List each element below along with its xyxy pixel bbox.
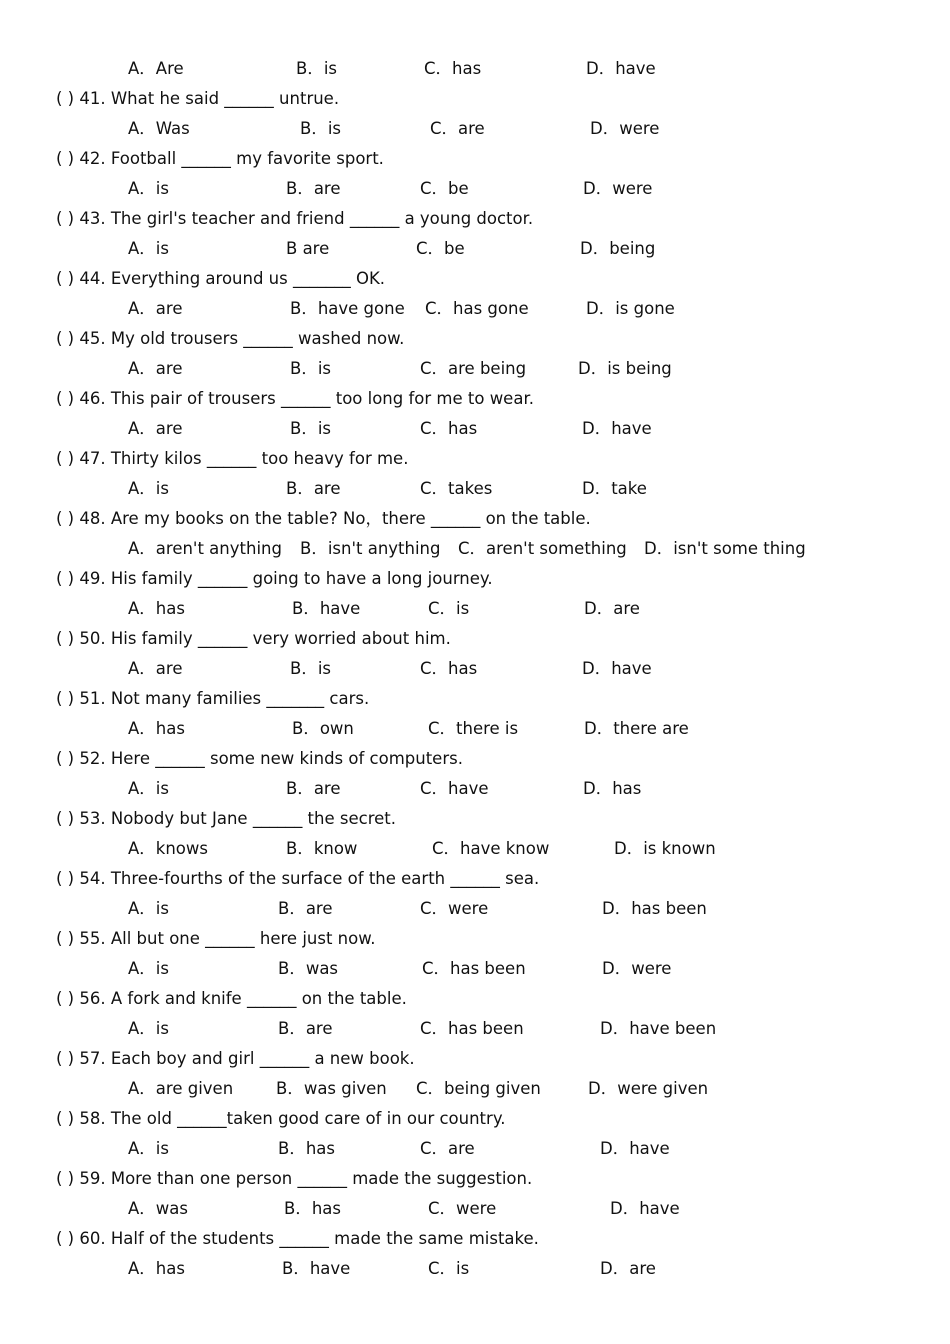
option-b: B．are [286,779,341,798]
option-b: B．have gone [290,299,405,318]
option-a: A．has [128,719,185,738]
question-text: ( ) 57. Each boy and girl ______ a new book. [56,1049,415,1068]
question-text: ( ) 43. The girl's teacher and friend ______ a young doctor. [56,209,534,228]
option-a: A．Are [128,59,184,78]
question-stem [0,864,950,894]
question-text: ( ) 59. More than one person ______ made the suggestion. [56,1169,533,1188]
options-row [0,354,950,384]
option-d: D．has been [602,899,707,918]
option-a: A．is [128,959,169,978]
option-a: A．are [128,299,183,318]
question-stem [0,924,950,954]
question-text: ( ) 55. All but one ______ here just now. [56,929,376,948]
options-row [0,174,950,204]
options-row [0,894,950,924]
option-d: D．has [583,779,642,798]
option-d: D．have [600,1139,670,1158]
option-a: A．are given [128,1079,234,1098]
option-d: D．were [602,959,672,978]
options-row [0,54,950,84]
option-d: D．were [590,119,660,138]
option-d: D．have [582,659,652,678]
option-c: C．has been [420,1019,524,1038]
option-d: D．have [610,1199,680,1218]
option-a: A．is [128,899,169,918]
option-a: A．aren't anything [128,539,282,558]
option-c: C．takes [420,479,493,498]
option-d: D．have [582,419,652,438]
option-c: C．be [420,179,469,198]
option-c: C．were [420,899,489,918]
option-c: C．has [420,659,478,678]
options-row [0,414,950,444]
question-stem [0,744,950,774]
option-b: B．are [286,179,341,198]
options-row [0,654,950,684]
question-stem [0,684,950,714]
options-row [0,114,950,144]
option-c: C．has gone [425,299,529,318]
option-c: C．aren't something [458,539,627,558]
options-row [0,474,950,504]
option-d: D．being [580,239,656,258]
options-row [0,294,950,324]
option-d: D．isn't some thing [644,539,806,558]
question-stem [0,804,950,834]
option-a: A．was [128,1199,188,1218]
options-row [0,1134,950,1164]
question-text: ( ) 46. This pair of trousers ______ too long for me to wear. [56,389,534,408]
option-c: C．were [428,1199,497,1218]
option-d: D．is known [614,839,716,858]
option-a: A．is [128,179,169,198]
question-stem [0,84,950,114]
option-a: A．is [128,479,169,498]
option-c: C．are [420,1139,475,1158]
question-stem [0,384,950,414]
option-c: C．are being [420,359,527,378]
option-b: B．have [292,599,361,618]
option-d: D．take [582,479,647,498]
question-stem [0,324,950,354]
option-a: A．is [128,1139,169,1158]
option-a: A．is [128,779,169,798]
question-text: ( ) 50. His family ______ very worried about him. [56,629,451,648]
option-c: C．have know [432,839,550,858]
question-text: ( ) 60. Half of the students ______ made the same mistake. [56,1229,539,1248]
question-stem [0,564,950,594]
option-a: A．are [128,659,183,678]
option-a: A．has [128,599,185,618]
question-text: ( ) 56. A fork and knife ______ on the table. [56,989,407,1008]
question-text: ( ) 45. My old trousers ______ washed now. [56,329,405,348]
question-stem [0,444,950,474]
option-c: C．there is [428,719,519,738]
option-b: B．is [296,59,338,78]
option-c: C．being given [416,1079,541,1098]
option-d: D．have been [600,1019,717,1038]
question-text: ( ) 53. Nobody but Jane ______ the secret. [56,809,396,828]
question-text: ( ) 48. Are my books on the table? No，there ______ on the table. [56,509,591,528]
question-text: ( ) 54. Three-fourths of the surface of the earth ______ sea. [56,869,540,888]
option-b: B．was given [276,1079,387,1098]
question-stem [0,504,950,534]
option-d: D．were [583,179,653,198]
option-b: B．are [278,899,333,918]
question-stem [0,144,950,174]
option-c: C．is [428,599,470,618]
options-row [0,1194,950,1224]
question-stem [0,264,950,294]
option-d: D．have [586,59,656,78]
option-c: C．have [420,779,489,798]
option-b: B．own [292,719,354,738]
option-b: B．is [290,659,332,678]
option-a: A．is [128,1019,169,1038]
option-c: C．has [424,59,482,78]
option-d: D．is gone [586,299,675,318]
option-d: D．there are [584,719,689,738]
option-b: B．is [290,359,332,378]
question-text: ( ) 41. What he said ______ untrue. [56,89,340,108]
option-c: C．has [420,419,478,438]
options-row [0,954,950,984]
option-b: B are [286,239,330,258]
question-text: ( ) 52. Here ______ some new kinds of computers. [56,749,463,768]
option-b: B．know [286,839,358,858]
option-d: D．is being [578,359,672,378]
option-a: A．are [128,419,183,438]
option-b: B．have [282,1259,351,1278]
option-a: A．has [128,1259,185,1278]
option-c: C．has been [422,959,526,978]
question-stem [0,1044,950,1074]
question-text: ( ) 44. Everything around us _______ OK. [56,269,386,288]
options-row [0,1074,950,1104]
option-c: C．are [430,119,485,138]
question-stem [0,1104,950,1134]
question-stem [0,624,950,654]
question-stem [0,204,950,234]
question-text: ( ) 42. Football ______ my favorite sport. [56,149,384,168]
question-stem [0,1164,950,1194]
question-text: ( ) 51. Not many families _______ cars. [56,689,370,708]
option-a: A．knows [128,839,208,858]
option-b: B．has [284,1199,341,1218]
options-row [0,1254,950,1284]
option-b: B．was [278,959,339,978]
option-b: B．isn't anything [300,539,441,558]
option-d: D．are [584,599,640,618]
option-b: B．are [286,479,341,498]
question-text: ( ) 49. His family ______ going to have a long journey. [56,569,493,588]
options-row [0,714,950,744]
option-b: B．is [300,119,342,138]
question-stem [0,1224,950,1254]
option-b: B．are [278,1019,333,1038]
options-row [0,534,950,564]
option-b: B．has [278,1139,335,1158]
options-row [0,234,950,264]
options-row [0,1014,950,1044]
question-text: ( ) 47. Thirty kilos ______ too heavy for me. [56,449,409,468]
option-d: D．are [600,1259,656,1278]
question-stem [0,984,950,1014]
option-b: B．is [290,419,332,438]
options-row [0,774,950,804]
option-c: C．is [428,1259,470,1278]
option-c: C．be [416,239,465,258]
question-text: ( ) 58. The old ______taken good care of in our country. [56,1109,506,1128]
option-a: A．is [128,239,169,258]
options-row [0,594,950,624]
options-row [0,834,950,864]
option-a: A．are [128,359,183,378]
option-d: D．were given [588,1079,709,1098]
option-a: A．Was [128,119,190,138]
